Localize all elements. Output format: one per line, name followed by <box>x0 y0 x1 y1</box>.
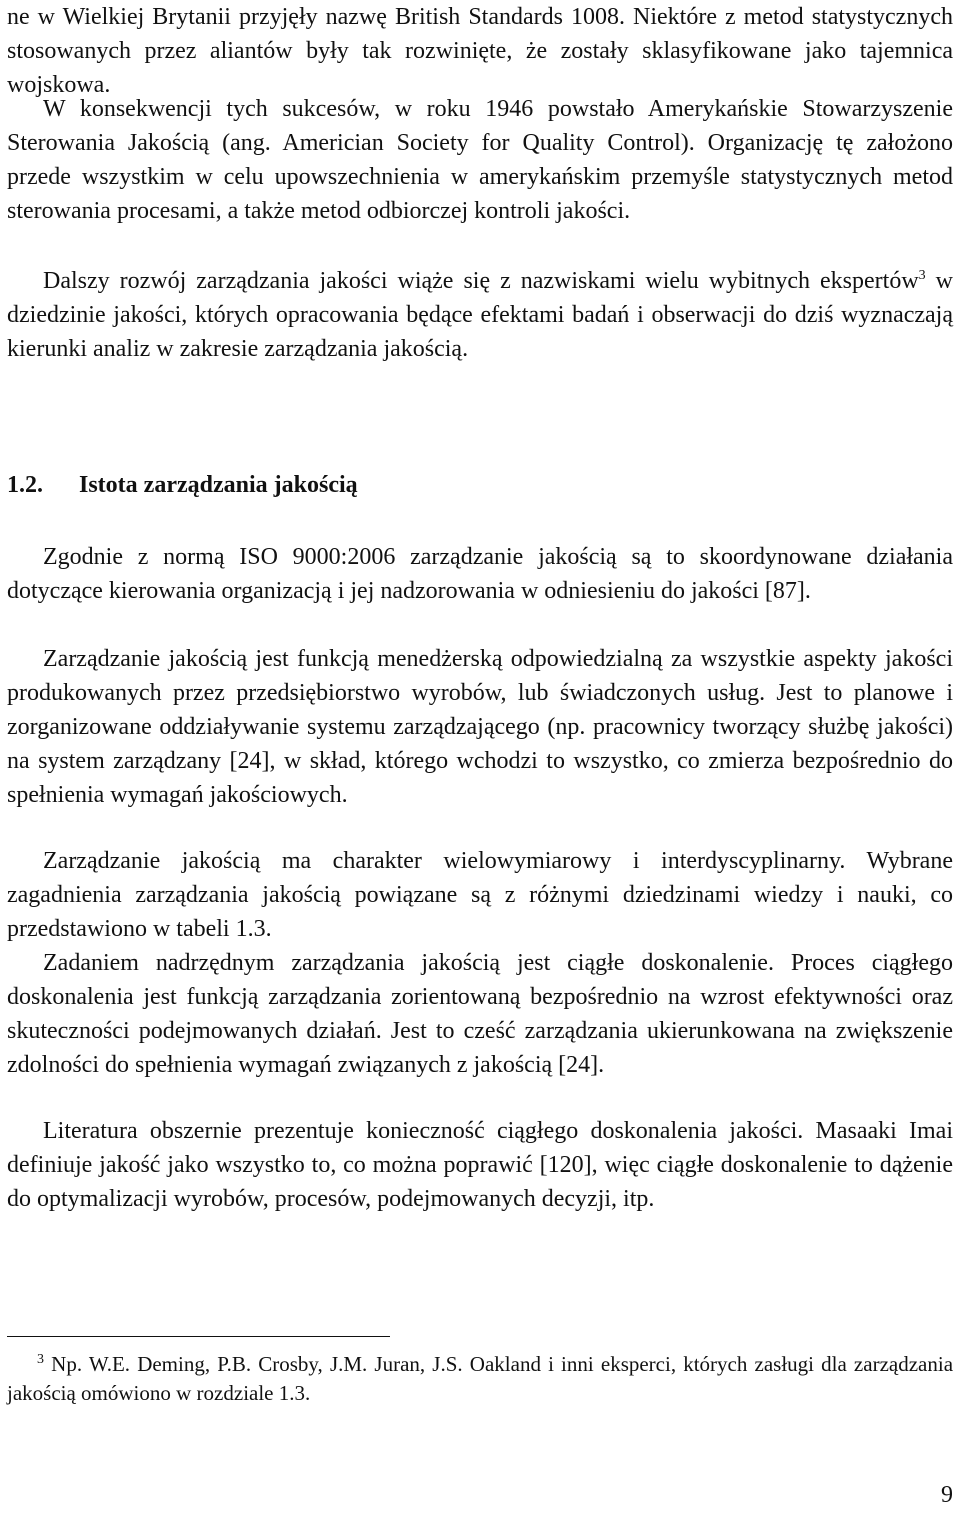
body-paragraph-5: Literatura obszernie prezentuje konieczność ciągłego doskonalenia jakości. Masaaki Imai definiuje jakość jako wszystko to, co można poprawić [120], więc ciągłe doskonalenie to dążenie do optymalizacji wyrobów, procesów, podejmowanych decyzji, itp. <box>7 1118 953 1212</box>
intro-paragraph-2: W konsekwencji tych sukcesów, w roku 1946 powstało Amerykańskie Stowarzyszenie Sterowania Jakością (ang. Americian Society for Quality Control). Organizację tę założono przede wszystkim w celu upowszechnienia w amerykańskim przemyśle statystycznych metod sterowania procesami, a także metod odbiorczej kontroli jakości. <box>7 96 953 224</box>
section-title: Istota zarządzania jakością <box>79 472 358 498</box>
footnote <box>7 1350 953 1408</box>
footnote-separator <box>7 1336 390 1337</box>
body-paragraph-3: Zarządzanie jakością ma charakter wielowymiarowy i interdyscyplinarny. Wybrane zagadnienia zarządzania jakością powiązane są z różnymi dziedzinami wiedzy i nauki, co przedstawiono w tabeli 1.3. <box>7 848 953 942</box>
footnote-reference: 3 <box>918 268 926 283</box>
footnote-marker: 3 <box>37 1352 44 1367</box>
page-number: 9 <box>941 1482 953 1508</box>
intro-paragraph-3-text: Dalszy rozwój zarządzania jakości wiąże się z nazwiskami wielu wybitnych ekspertów <box>43 268 919 294</box>
body-paragraph-1: Zgodnie z normą ISO 9000:2006 zarządzanie jakością są to skoordynowane działania dotyczące kierowania organizacją i jej nadzorowania w odniesieniu do jakości [87]. <box>7 544 953 604</box>
section-number: 1.2. <box>7 472 43 498</box>
footnote-text: Np. W.E. Deming, P.B. Crosby, J.M. Juran, J.S. Oakland i inni eksperci, których zasługi dla zarządzania jakością omówiono w rozdziale 1.3. <box>7 1352 954 1405</box>
body-paragraph-2: Zarządzanie jakością jest funkcją menedżerską odpowiedzialną za wszystkie aspekty jakości produkowanych przez przedsiębiorstwo wyrobów, lub świadczonych usług. Jest to planowe i zorganizowane oddziaływanie systemu zarządzającego (np. pracownicy tworzący służbę jakości) na system zarządzany [24], w skład, którego wchodzi to wszystko, co zmierza bezpośrednio do spełnienia wymagań jakościowych. <box>7 646 953 808</box>
intro-paragraph-1: ne w Wielkiej Brytanii przyjęły nazwę British Standards 1008. Niektóre z metod statystycznych stosowanych przez aliantów były tak rozwinięte, że zostały sklasyfikowane jako tajemnica wojskowa. <box>7 4 953 98</box>
section-heading <box>7 468 953 502</box>
intro-paragraph-3-continuation: w dziedzinie jakości, których opracowania będące efektami badań i obserwacji do dziś wyznaczają kierunki analiz w zakresie zarządzania jakością. <box>7 268 953 362</box>
intro-paragraph-3 <box>7 264 953 366</box>
body-paragraph-4: Zadaniem nadrzędnym zarządzania jakością jest ciągłe doskonalenie. Proces ciągłego doskonalenia jest funkcją zarządzania zorientowaną bezpośrednio na wzrost efektywności oraz skuteczności podejmowanych działań. Jest to cześć zarządzania ukierunkowana na zwiększenie zdolności do spełnienia wymagań związanych z jakością [24]. <box>7 950 953 1078</box>
